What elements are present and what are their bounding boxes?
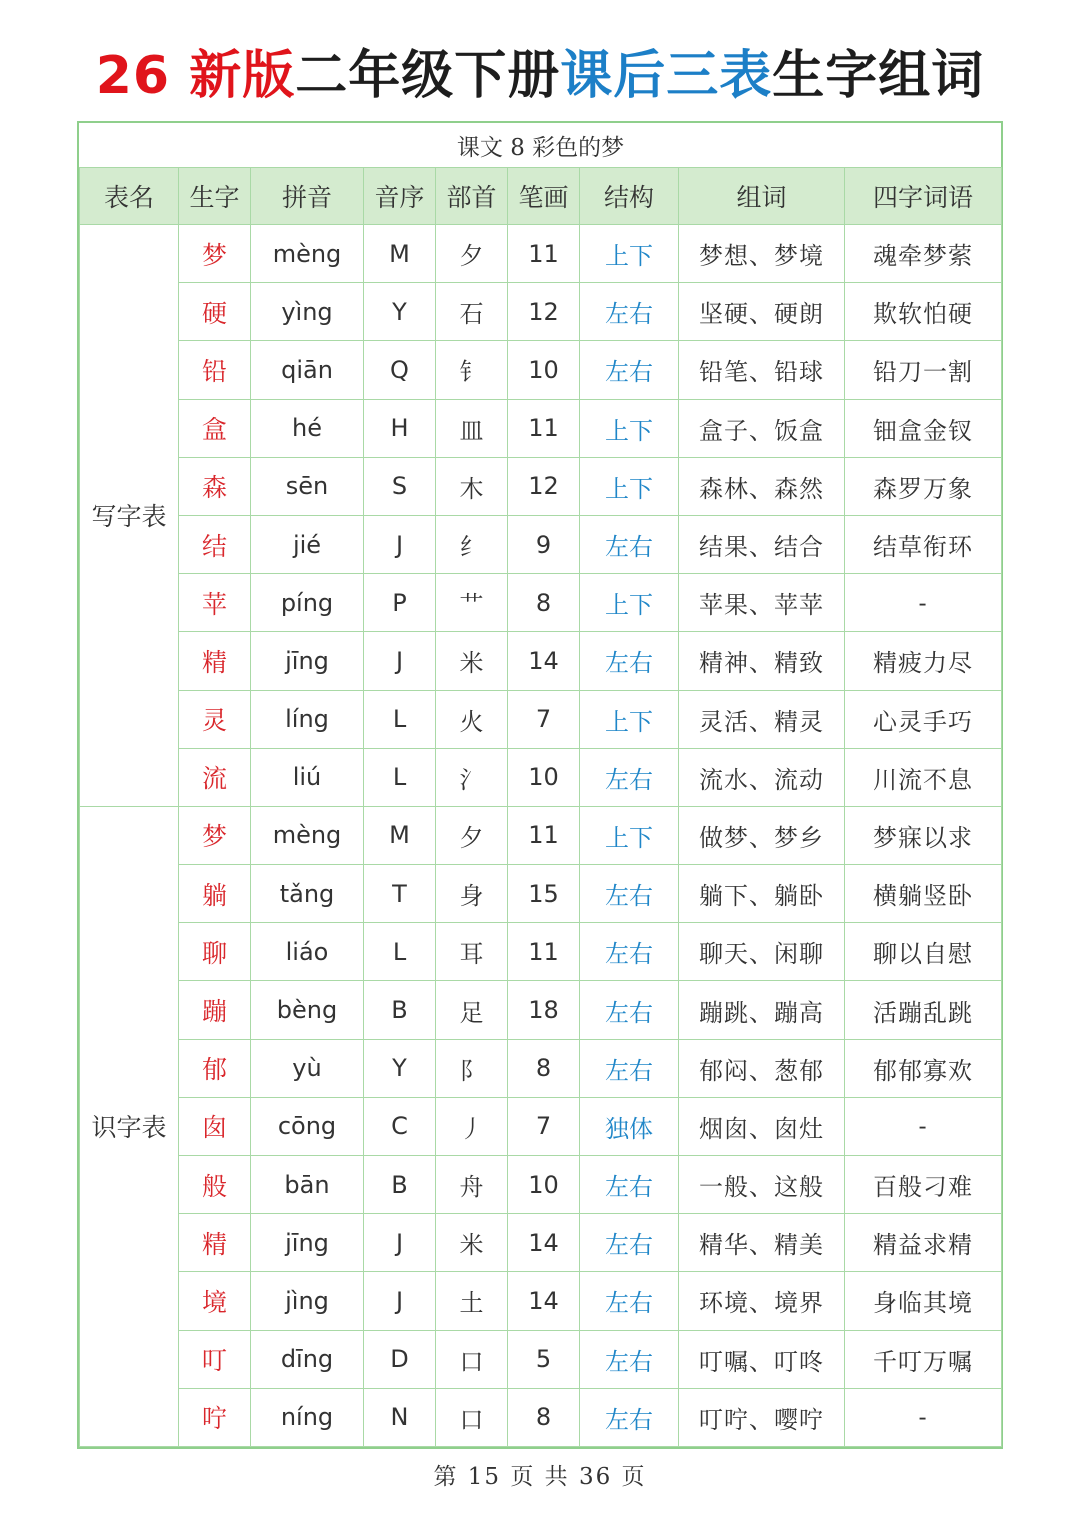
idiom-cell: 铅刀一割 xyxy=(845,341,1002,399)
structure-cell: 左右 xyxy=(580,981,679,1039)
radical-cell: 丿 xyxy=(436,1097,508,1155)
stroke-count-cell: 15 xyxy=(508,865,580,923)
character-cell: 梦 xyxy=(179,225,251,283)
idiom-cell: 魂牵梦萦 xyxy=(845,225,1002,283)
table-row xyxy=(80,1272,1002,1330)
structure-cell: 上下 xyxy=(580,225,679,283)
pinyin-cell: tǎng xyxy=(251,865,364,923)
idiom-cell: 欺软怕硬 xyxy=(845,283,1002,341)
pinyin-cell: yù xyxy=(251,1039,364,1097)
pinyin-cell: jīng xyxy=(251,632,364,690)
idiom-cell: 心灵手巧 xyxy=(845,690,1002,748)
stroke-count-cell: 11 xyxy=(508,399,580,457)
words-cell: 铅笔、铅球 xyxy=(679,341,845,399)
table-row xyxy=(80,923,1002,981)
category-write-table: 写字表 xyxy=(80,225,179,807)
idiom-cell: 百般刁难 xyxy=(845,1156,1002,1214)
table-row xyxy=(80,632,1002,690)
header-idioms: 四字词语 xyxy=(845,168,1002,225)
words-cell: 结果、结合 xyxy=(679,515,845,573)
radical-cell: 口 xyxy=(436,1388,508,1446)
character-cell: 聊 xyxy=(179,923,251,981)
header-words: 组词 xyxy=(679,168,845,225)
initial-letter-cell: J xyxy=(364,515,436,573)
pinyin-cell: dīng xyxy=(251,1330,364,1388)
words-cell: 流水、流动 xyxy=(679,748,845,806)
structure-cell: 上下 xyxy=(580,399,679,457)
character-cell: 森 xyxy=(179,457,251,515)
table-row xyxy=(80,1156,1002,1214)
initial-letter-cell: L xyxy=(364,923,436,981)
words-cell: 盒子、饭盒 xyxy=(679,399,845,457)
character-cell: 咛 xyxy=(179,1388,251,1446)
pinyin-cell: bān xyxy=(251,1156,364,1214)
table-row xyxy=(80,690,1002,748)
idiom-cell: 精疲力尽 xyxy=(845,632,1002,690)
radical-cell: 夕 xyxy=(436,225,508,283)
header-strokes: 笔画 xyxy=(508,168,580,225)
pinyin-cell: bèng xyxy=(251,981,364,1039)
radical-cell: 纟 xyxy=(436,515,508,573)
initial-letter-cell: S xyxy=(364,457,436,515)
radical-cell: 足 xyxy=(436,981,508,1039)
initial-letter-cell: L xyxy=(364,690,436,748)
words-cell: 精华、精美 xyxy=(679,1214,845,1272)
stroke-count-cell: 10 xyxy=(508,341,580,399)
radical-cell: 舟 xyxy=(436,1156,508,1214)
words-cell: 苹果、苹苹 xyxy=(679,574,845,632)
words-cell: 灵活、精灵 xyxy=(679,690,845,748)
table-row xyxy=(80,457,1002,515)
words-cell: 蹦跳、蹦高 xyxy=(679,981,845,1039)
title-part-tables: 课后三表 xyxy=(560,46,773,106)
pinyin-cell: hé xyxy=(251,399,364,457)
radical-cell: 土 xyxy=(436,1272,508,1330)
structure-cell: 左右 xyxy=(580,1272,679,1330)
stroke-count-cell: 11 xyxy=(508,225,580,283)
table-row xyxy=(80,748,1002,806)
idiom-cell: - xyxy=(845,574,1002,632)
title-part-edition: 26 新版 xyxy=(95,46,296,106)
structure-cell: 左右 xyxy=(580,1039,679,1097)
stroke-count-cell: 8 xyxy=(508,1039,580,1097)
table-row xyxy=(80,574,1002,632)
pinyin-cell: jié xyxy=(251,515,364,573)
structure-cell: 左右 xyxy=(580,923,679,981)
stroke-count-cell: 14 xyxy=(508,632,580,690)
structure-cell: 上下 xyxy=(580,457,679,515)
initial-letter-cell: N xyxy=(364,1388,436,1446)
pinyin-cell: líng xyxy=(251,690,364,748)
header-radical: 部首 xyxy=(436,168,508,225)
initial-letter-cell: M xyxy=(364,806,436,864)
pinyin-cell: jīng xyxy=(251,1214,364,1272)
table-row xyxy=(80,1039,1002,1097)
character-cell: 铅 xyxy=(179,341,251,399)
radical-cell: 氵 xyxy=(436,748,508,806)
structure-cell: 左右 xyxy=(580,632,679,690)
character-table xyxy=(79,123,1002,1447)
structure-cell: 左右 xyxy=(580,748,679,806)
structure-cell: 左右 xyxy=(580,1330,679,1388)
words-cell: 烟囱、囱灶 xyxy=(679,1097,845,1155)
structure-cell: 左右 xyxy=(580,1388,679,1446)
initial-letter-cell: D xyxy=(364,1330,436,1388)
words-cell: 叮咛、嘤咛 xyxy=(679,1388,845,1446)
pinyin-cell: sēn xyxy=(251,457,364,515)
structure-cell: 左右 xyxy=(580,1156,679,1214)
initial-letter-cell: Y xyxy=(364,1039,436,1097)
stroke-count-cell: 14 xyxy=(508,1214,580,1272)
initial-letter-cell: T xyxy=(364,865,436,923)
stroke-count-cell: 5 xyxy=(508,1330,580,1388)
table-row xyxy=(80,1214,1002,1272)
character-cell: 盒 xyxy=(179,399,251,457)
initial-letter-cell: P xyxy=(364,574,436,632)
radical-cell: 口 xyxy=(436,1330,508,1388)
character-cell: 梦 xyxy=(179,806,251,864)
words-cell: 做梦、梦乡 xyxy=(679,806,845,864)
structure-cell: 独体 xyxy=(580,1097,679,1155)
page-title xyxy=(0,38,1080,114)
idiom-cell: 钿盒金钗 xyxy=(845,399,1002,457)
header-structure: 结构 xyxy=(580,168,679,225)
table-row xyxy=(80,806,1002,864)
radical-cell: 耳 xyxy=(436,923,508,981)
table-row xyxy=(80,981,1002,1039)
initial-letter-cell: J xyxy=(364,632,436,690)
character-cell: 流 xyxy=(179,748,251,806)
idiom-cell: 活蹦乱跳 xyxy=(845,981,1002,1039)
table-row xyxy=(80,341,1002,399)
pinyin-cell: liáo xyxy=(251,923,364,981)
stroke-count-cell: 7 xyxy=(508,690,580,748)
character-sheet xyxy=(77,121,1003,1449)
words-cell: 聊天、闲聊 xyxy=(679,923,845,981)
table-row xyxy=(80,225,1002,283)
category-recognize-table: 识字表 xyxy=(80,806,179,1446)
idiom-cell: 身临其境 xyxy=(845,1272,1002,1330)
structure-cell: 上下 xyxy=(580,806,679,864)
idiom-cell: 聊以自慰 xyxy=(845,923,1002,981)
initial-letter-cell: Y xyxy=(364,283,436,341)
idiom-cell: 结草衔环 xyxy=(845,515,1002,573)
structure-cell: 上下 xyxy=(580,690,679,748)
table-row xyxy=(80,865,1002,923)
stroke-count-cell: 8 xyxy=(508,1388,580,1446)
table-row xyxy=(80,1388,1002,1446)
radical-cell: 米 xyxy=(436,1214,508,1272)
pinyin-cell: mèng xyxy=(251,225,364,283)
table-row xyxy=(80,515,1002,573)
pinyin-cell: cōng xyxy=(251,1097,364,1155)
radical-cell: 火 xyxy=(436,690,508,748)
pinyin-cell: píng xyxy=(251,574,364,632)
stroke-count-cell: 11 xyxy=(508,923,580,981)
words-cell: 森林、森然 xyxy=(679,457,845,515)
pinyin-cell: jìng xyxy=(251,1272,364,1330)
stroke-count-cell: 10 xyxy=(508,1156,580,1214)
idiom-cell: 梦寐以求 xyxy=(845,806,1002,864)
table-row xyxy=(80,1097,1002,1155)
stroke-count-cell: 12 xyxy=(508,457,580,515)
header-character: 生字 xyxy=(179,168,251,225)
radical-cell: 阝 xyxy=(436,1039,508,1097)
stroke-count-cell: 10 xyxy=(508,748,580,806)
character-cell: 蹦 xyxy=(179,981,251,1039)
words-cell: 环境、境界 xyxy=(679,1272,845,1330)
stroke-count-cell: 9 xyxy=(508,515,580,573)
radical-cell: 身 xyxy=(436,865,508,923)
initial-letter-cell: J xyxy=(364,1214,436,1272)
words-cell: 精神、精致 xyxy=(679,632,845,690)
structure-cell: 左右 xyxy=(580,865,679,923)
character-cell: 叮 xyxy=(179,1330,251,1388)
radical-cell: 木 xyxy=(436,457,508,515)
idiom-cell: - xyxy=(845,1388,1002,1446)
words-cell: 叮嘱、叮咚 xyxy=(679,1330,845,1388)
initial-letter-cell: M xyxy=(364,225,436,283)
words-cell: 坚硬、硬朗 xyxy=(679,283,845,341)
structure-cell: 左右 xyxy=(580,515,679,573)
idiom-cell: - xyxy=(845,1097,1002,1155)
character-cell: 硬 xyxy=(179,283,251,341)
idiom-cell: 川流不息 xyxy=(845,748,1002,806)
character-cell: 郁 xyxy=(179,1039,251,1097)
character-cell: 灵 xyxy=(179,690,251,748)
pinyin-cell: qiān xyxy=(251,341,364,399)
stroke-count-cell: 7 xyxy=(508,1097,580,1155)
character-cell: 囱 xyxy=(179,1097,251,1155)
character-cell: 境 xyxy=(179,1272,251,1330)
initial-letter-cell: B xyxy=(364,1156,436,1214)
header-pinyin: 拼音 xyxy=(251,168,364,225)
stroke-count-cell: 8 xyxy=(508,574,580,632)
character-cell: 精 xyxy=(179,1214,251,1272)
structure-cell: 左右 xyxy=(580,283,679,341)
title-part-topic: 生字组词 xyxy=(772,46,985,106)
radical-cell: 钅 xyxy=(436,341,508,399)
idiom-cell: 郁郁寡欢 xyxy=(845,1039,1002,1097)
table-body xyxy=(80,225,1002,1447)
stroke-count-cell: 12 xyxy=(508,283,580,341)
initial-letter-cell: B xyxy=(364,981,436,1039)
character-cell: 躺 xyxy=(179,865,251,923)
idiom-cell: 横躺竖卧 xyxy=(845,865,1002,923)
words-cell: 躺下、躺卧 xyxy=(679,865,845,923)
table-row xyxy=(80,283,1002,341)
radical-cell: 米 xyxy=(436,632,508,690)
idiom-cell: 千叮万嘱 xyxy=(845,1330,1002,1388)
idiom-cell: 森罗万象 xyxy=(845,457,1002,515)
radical-cell: 皿 xyxy=(436,399,508,457)
initial-letter-cell: J xyxy=(364,1272,436,1330)
words-cell: 梦想、梦境 xyxy=(679,225,845,283)
initial-letter-cell: L xyxy=(364,748,436,806)
words-cell: 一般、这般 xyxy=(679,1156,845,1214)
character-cell: 般 xyxy=(179,1156,251,1214)
page-footer: 第 15 页 共 36 页 xyxy=(433,1464,647,1490)
character-cell: 结 xyxy=(179,515,251,573)
character-cell: 苹 xyxy=(179,574,251,632)
pinyin-cell: níng xyxy=(251,1388,364,1446)
header-table-name: 表名 xyxy=(80,168,179,225)
pinyin-cell: yìng xyxy=(251,283,364,341)
character-cell: 精 xyxy=(179,632,251,690)
initial-letter-cell: C xyxy=(364,1097,436,1155)
initial-letter-cell: Q xyxy=(364,341,436,399)
initial-letter-cell: H xyxy=(364,399,436,457)
header-row xyxy=(80,168,1002,225)
structure-cell: 上下 xyxy=(580,574,679,632)
structure-cell: 左右 xyxy=(580,1214,679,1272)
radical-cell: 夕 xyxy=(436,806,508,864)
structure-cell: 左右 xyxy=(580,341,679,399)
idiom-cell: 精益求精 xyxy=(845,1214,1002,1272)
table-row xyxy=(80,1330,1002,1388)
title-part-grade: 二年级下册 xyxy=(295,46,561,106)
stroke-count-cell: 14 xyxy=(508,1272,580,1330)
table-row xyxy=(80,399,1002,457)
lesson-title: 课文 8 彩色的梦 xyxy=(80,123,1002,168)
stroke-count-cell: 11 xyxy=(508,806,580,864)
pinyin-cell: liú xyxy=(251,748,364,806)
radical-cell: 石 xyxy=(436,283,508,341)
header-initial-letter: 音序 xyxy=(364,168,436,225)
words-cell: 郁闷、葱郁 xyxy=(679,1039,845,1097)
radical-cell: 艹 xyxy=(436,574,508,632)
stroke-count-cell: 18 xyxy=(508,981,580,1039)
pinyin-cell: mèng xyxy=(251,806,364,864)
